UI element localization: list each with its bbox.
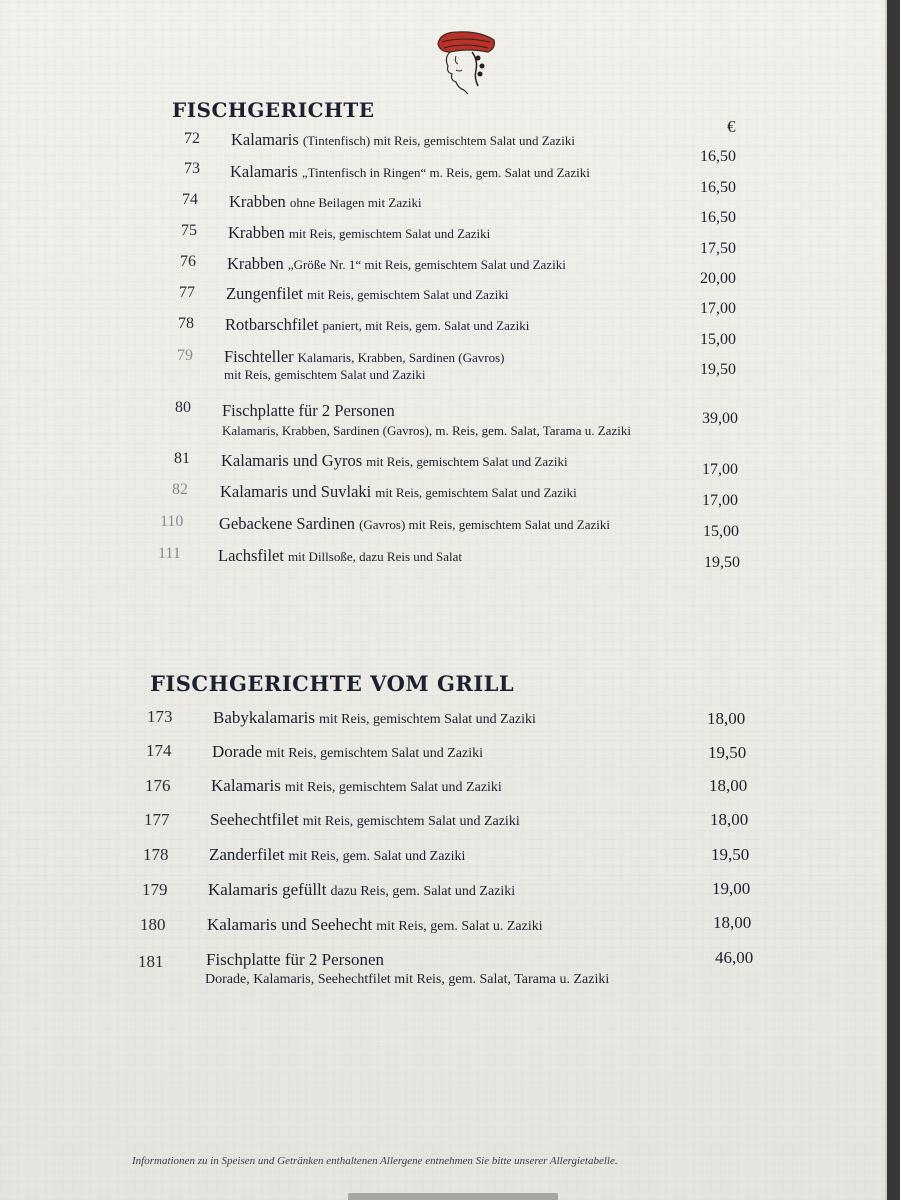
item-price: 17,00 bbox=[702, 492, 738, 509]
currency-symbol: € bbox=[727, 117, 736, 136]
item-number: 73 bbox=[184, 160, 200, 177]
item-price: 16,50 bbox=[700, 209, 736, 226]
section-title-fischgerichte-vom-grill: FISCHGERICHTE VOM GRILL bbox=[150, 671, 515, 696]
menu-item bbox=[0, 160, 885, 196]
item-price: 18,00 bbox=[709, 776, 748, 795]
item-number: 180 bbox=[140, 915, 166, 934]
menu-item bbox=[0, 481, 885, 511]
menu-item bbox=[0, 222, 885, 257]
item-number: 174 bbox=[146, 741, 172, 760]
menu-item bbox=[0, 450, 885, 480]
item-number: 74 bbox=[182, 191, 198, 208]
item-number: 81 bbox=[174, 450, 190, 467]
item-price: 19,50 bbox=[708, 743, 747, 762]
menu-item bbox=[0, 513, 885, 543]
item-price: 19,00 bbox=[712, 879, 751, 898]
section-title-fischgerichte: FISCHGERICHTE bbox=[172, 98, 375, 122]
item-price: 17,00 bbox=[702, 461, 738, 478]
item-name: Krabben „Größe Nr. 1“ mit Reis, gemischtem Salat und Zaziki bbox=[227, 254, 566, 273]
item-price: 19,50 bbox=[711, 845, 750, 864]
item-subtitle: Kalamaris, Krabben, Sardinen (Gavros), m. Reis, gem. Salat, Tarama u. Zaziki bbox=[222, 423, 631, 438]
item-name: Kalamaris gefüllt dazu Reis, gem. Salat und Zaziki bbox=[208, 880, 516, 899]
item-number: 176 bbox=[145, 776, 171, 795]
menu-item bbox=[0, 915, 885, 945]
item-number: 76 bbox=[180, 253, 196, 270]
item-price: 19,50 bbox=[704, 554, 740, 571]
menu-item bbox=[0, 253, 885, 287]
item-subtitle: mit Reis, gemischtem Salat und Zaziki bbox=[224, 367, 426, 382]
greek-woman-profile-icon bbox=[428, 26, 500, 96]
item-number: 178 bbox=[143, 845, 169, 864]
item-name: Kalamaris (Tintenfisch) mit Reis, gemischtem Salat und Zaziki bbox=[231, 130, 575, 149]
item-name: Kalamaris und Seehecht mit Reis, gem. Salat u. Zaziki bbox=[207, 915, 543, 934]
item-price: 16,50 bbox=[700, 148, 736, 165]
menu-item bbox=[0, 950, 885, 994]
item-name: Fischteller Kalamaris, Krabben, Sardinen (Gavros) bbox=[224, 347, 505, 366]
item-name: Kalamaris „Tintenfisch in Ringen“ m. Reis, gem. Salat und Zaziki bbox=[230, 162, 590, 181]
item-number: 78 bbox=[178, 315, 194, 332]
item-price: 15,00 bbox=[703, 523, 739, 540]
item-number: 177 bbox=[144, 810, 170, 829]
item-number: 181 bbox=[138, 952, 164, 971]
item-number: 77 bbox=[179, 284, 195, 301]
allergen-note: Informationen zu in Speisen und Getränken enthaltenen Allergene entnehmen Sie bitte unserer Allergietabelle. bbox=[132, 1155, 618, 1167]
item-name: Lachsfilet mit Dillsoße, dazu Reis und Salat bbox=[218, 546, 463, 565]
item-name: Kalamaris und Gyros mit Reis, gemischtem Salat und Zaziki bbox=[221, 451, 568, 470]
page-tab bbox=[348, 1193, 558, 1200]
menu-item bbox=[0, 347, 885, 393]
item-number: 75 bbox=[181, 222, 197, 239]
item-price: 16,50 bbox=[700, 179, 736, 196]
item-number: 79 bbox=[177, 347, 193, 364]
item-name: Kalamaris mit Reis, gemischtem Salat und Zaziki bbox=[211, 776, 502, 795]
menu-item bbox=[0, 880, 885, 910]
item-name: Kalamaris und Suvlaki mit Reis, gemischtem Salat und Zaziki bbox=[220, 482, 577, 501]
item-price: 18,00 bbox=[707, 709, 746, 728]
item-number: 80 bbox=[175, 399, 191, 416]
item-name: Seehechtfilet mit Reis, gemischtem Salat und Zaziki bbox=[210, 810, 520, 829]
menu-item bbox=[0, 707, 885, 737]
item-price: 18,00 bbox=[713, 913, 752, 932]
item-number: 110 bbox=[160, 513, 184, 530]
menu-item bbox=[0, 776, 885, 806]
item-name: Zungenfilet mit Reis, gemischtem Salat und Zaziki bbox=[226, 284, 509, 303]
menu-item bbox=[0, 399, 885, 447]
item-number: 173 bbox=[147, 707, 173, 726]
menu-item bbox=[0, 845, 885, 875]
item-number: 111 bbox=[158, 545, 181, 562]
item-number: 82 bbox=[172, 481, 188, 498]
item-price: 15,00 bbox=[700, 331, 736, 348]
item-name: Zanderfilet mit Reis, gem. Salat und Zaziki bbox=[209, 845, 466, 864]
item-price: 39,00 bbox=[702, 410, 738, 427]
item-name: Krabben mit Reis, gemischtem Salat und Zaziki bbox=[228, 223, 491, 242]
menu-item bbox=[0, 191, 885, 226]
menu-item bbox=[0, 284, 885, 317]
item-name: Dorade mit Reis, gemischtem Salat und Zaziki bbox=[212, 742, 483, 761]
item-number: 72 bbox=[184, 130, 200, 147]
item-name: Fischplatte für 2 Personen bbox=[222, 401, 395, 420]
item-price: 20,00 bbox=[700, 270, 736, 287]
menu-item bbox=[0, 545, 885, 575]
item-price: 17,50 bbox=[700, 240, 736, 257]
menu-item bbox=[0, 810, 885, 840]
item-name: Fischplatte für 2 Personen bbox=[206, 950, 384, 969]
item-price: 17,00 bbox=[700, 300, 736, 317]
menu-item bbox=[0, 741, 885, 771]
menu-item bbox=[0, 315, 885, 348]
item-number: 179 bbox=[142, 880, 168, 899]
menu-item bbox=[0, 130, 885, 165]
item-name: Gebackene Sardinen (Gavros) mit Reis, gemischtem Salat und Zaziki bbox=[219, 514, 610, 533]
item-name: Babykalamaris mit Reis, gemischtem Salat und Zaziki bbox=[213, 708, 536, 727]
item-price: 19,50 bbox=[700, 361, 736, 378]
item-subtitle: Dorade, Kalamaris, Seehechtfilet mit Reis, gem. Salat, Tarama u. Zaziki bbox=[205, 972, 610, 987]
item-name: Krabben ohne Beilagen mit Zaziki bbox=[229, 192, 422, 211]
item-name: Rotbarschfilet paniert, mit Reis, gem. Salat und Zaziki bbox=[225, 315, 530, 334]
item-price: 46,00 bbox=[715, 948, 754, 967]
item-price: 18,00 bbox=[710, 810, 749, 829]
